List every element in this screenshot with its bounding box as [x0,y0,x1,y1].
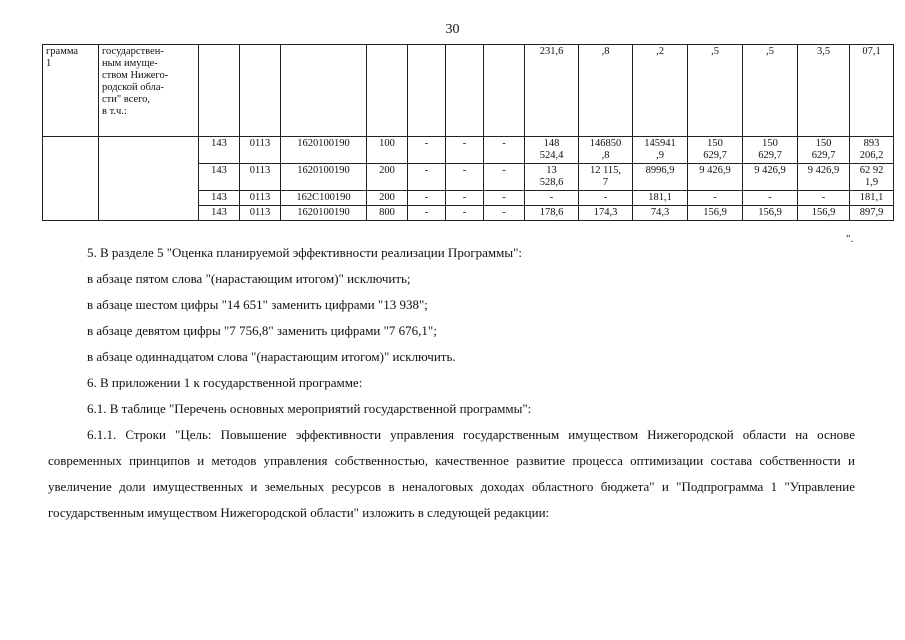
paragraph: 6.1. В таблице "Перечень основных мероприятий государственной программы": [87,401,532,416]
cell: - [484,164,525,191]
value-cell: 231,6 [525,45,579,137]
cell: 0113 [240,164,281,191]
value-cell: 148 524,4 [525,137,579,164]
cell: 1620100190 [281,206,367,221]
value-cell: 07,1 [850,45,894,137]
value-cell: ,5 [688,45,743,137]
value-cell: 9 426,9 [688,164,743,191]
page-number: 30 [445,22,460,37]
value-cell: 178,6 [525,206,579,221]
value-cell: 3,5 [798,45,850,137]
value-cell: 150 629,7 [743,137,798,164]
value-cell: - [579,191,633,206]
cell: 143 [199,191,240,206]
value-cell: 156,9 [688,206,743,221]
paragraph: 6. В приложении 1 к государственной программе: [87,375,363,390]
value-cell: - [798,191,850,206]
value-cell: - [688,191,743,206]
cell: - [484,191,525,206]
paragraph: в абзаце шестом цифры "14 651" заменить цифрами "13 938"; [87,297,428,312]
cell: - [446,206,484,221]
paragraph: в абзаце девятом цифры "7 756,8" заменить цифрами "7 676,1"; [87,323,437,338]
cell: - [484,137,525,164]
value-cell: 9 426,9 [743,164,798,191]
cell: - [446,164,484,191]
table-row [43,45,894,137]
program-label-cell: грамма 1 [43,45,99,137]
budget-table [42,44,894,221]
cell: 143 [199,137,240,164]
value-cell: 146850 ,8 [579,137,633,164]
cell: - [446,191,484,206]
table-row [43,137,894,164]
cell: - [408,164,446,191]
value-cell: 156,9 [743,206,798,221]
value-cell: ,8 [579,45,633,137]
value-cell: 74,3 [633,206,688,221]
value-cell: 62 92 1,9 [850,164,894,191]
cell: 200 [367,164,408,191]
value-cell: - [743,191,798,206]
value-cell: 174,3 [579,206,633,221]
value-cell: 897,9 [850,206,894,221]
cell: 143 [199,206,240,221]
document-body [48,240,855,526]
cell: - [408,137,446,164]
paragraph: в абзаце пятом слова "(нарастающим итогом)" исключить; [87,271,411,286]
paragraph: 5. В разделе 5 "Оценка планируемой эффективности реализации Программы": [87,245,523,260]
cell: 143 [199,164,240,191]
value-cell: 150 629,7 [798,137,850,164]
program-name-cell: государствен- ным имуще- ством Нижего- родской обла- сти" всего, в т.ч.: [99,45,199,137]
cell: 800 [367,206,408,221]
cell: 0113 [240,206,281,221]
closing-quote: ". [846,233,854,245]
cell: 0113 [240,191,281,206]
value-cell: 12 115, 7 [579,164,633,191]
value-cell: 893 206,2 [850,137,894,164]
cell: 1620100190 [281,137,367,164]
cell: - [408,191,446,206]
value-cell: 181,1 [633,191,688,206]
value-cell: 181,1 [850,191,894,206]
cell: - [446,137,484,164]
value-cell: 9 426,9 [798,164,850,191]
paragraph-long: 6.1.1. Строки "Цель: Повышение эффективности управления государственным имуществом Нижегородской области на основе современных принципов и методов управления собственностью, качественное развитие процесса оптимизации состава собственности и увеличение доли имущественных и земельных ресурсов в неналоговых доходах областного бюджета" и "Подпрограмма 1 "Управление государственным имуществом Нижегородской области" изложить в следующей редакции: [48,427,855,520]
value-cell: 150 629,7 [688,137,743,164]
cell: 0113 [240,137,281,164]
cell: 162С100190 [281,191,367,206]
value-cell: ,2 [633,45,688,137]
value-cell: - [525,191,579,206]
cell: - [408,206,446,221]
cell: 200 [367,191,408,206]
value-cell: 145941 ,9 [633,137,688,164]
value-cell: 156,9 [798,206,850,221]
cell: - [484,206,525,221]
cell: 100 [367,137,408,164]
cell: 1620100190 [281,164,367,191]
value-cell: 13 528,6 [525,164,579,191]
paragraph: в абзаце одиннадцатом слова "(нарастающим итогом)" исключить. [87,349,456,364]
value-cell: ,5 [743,45,798,137]
value-cell: 8996,9 [633,164,688,191]
